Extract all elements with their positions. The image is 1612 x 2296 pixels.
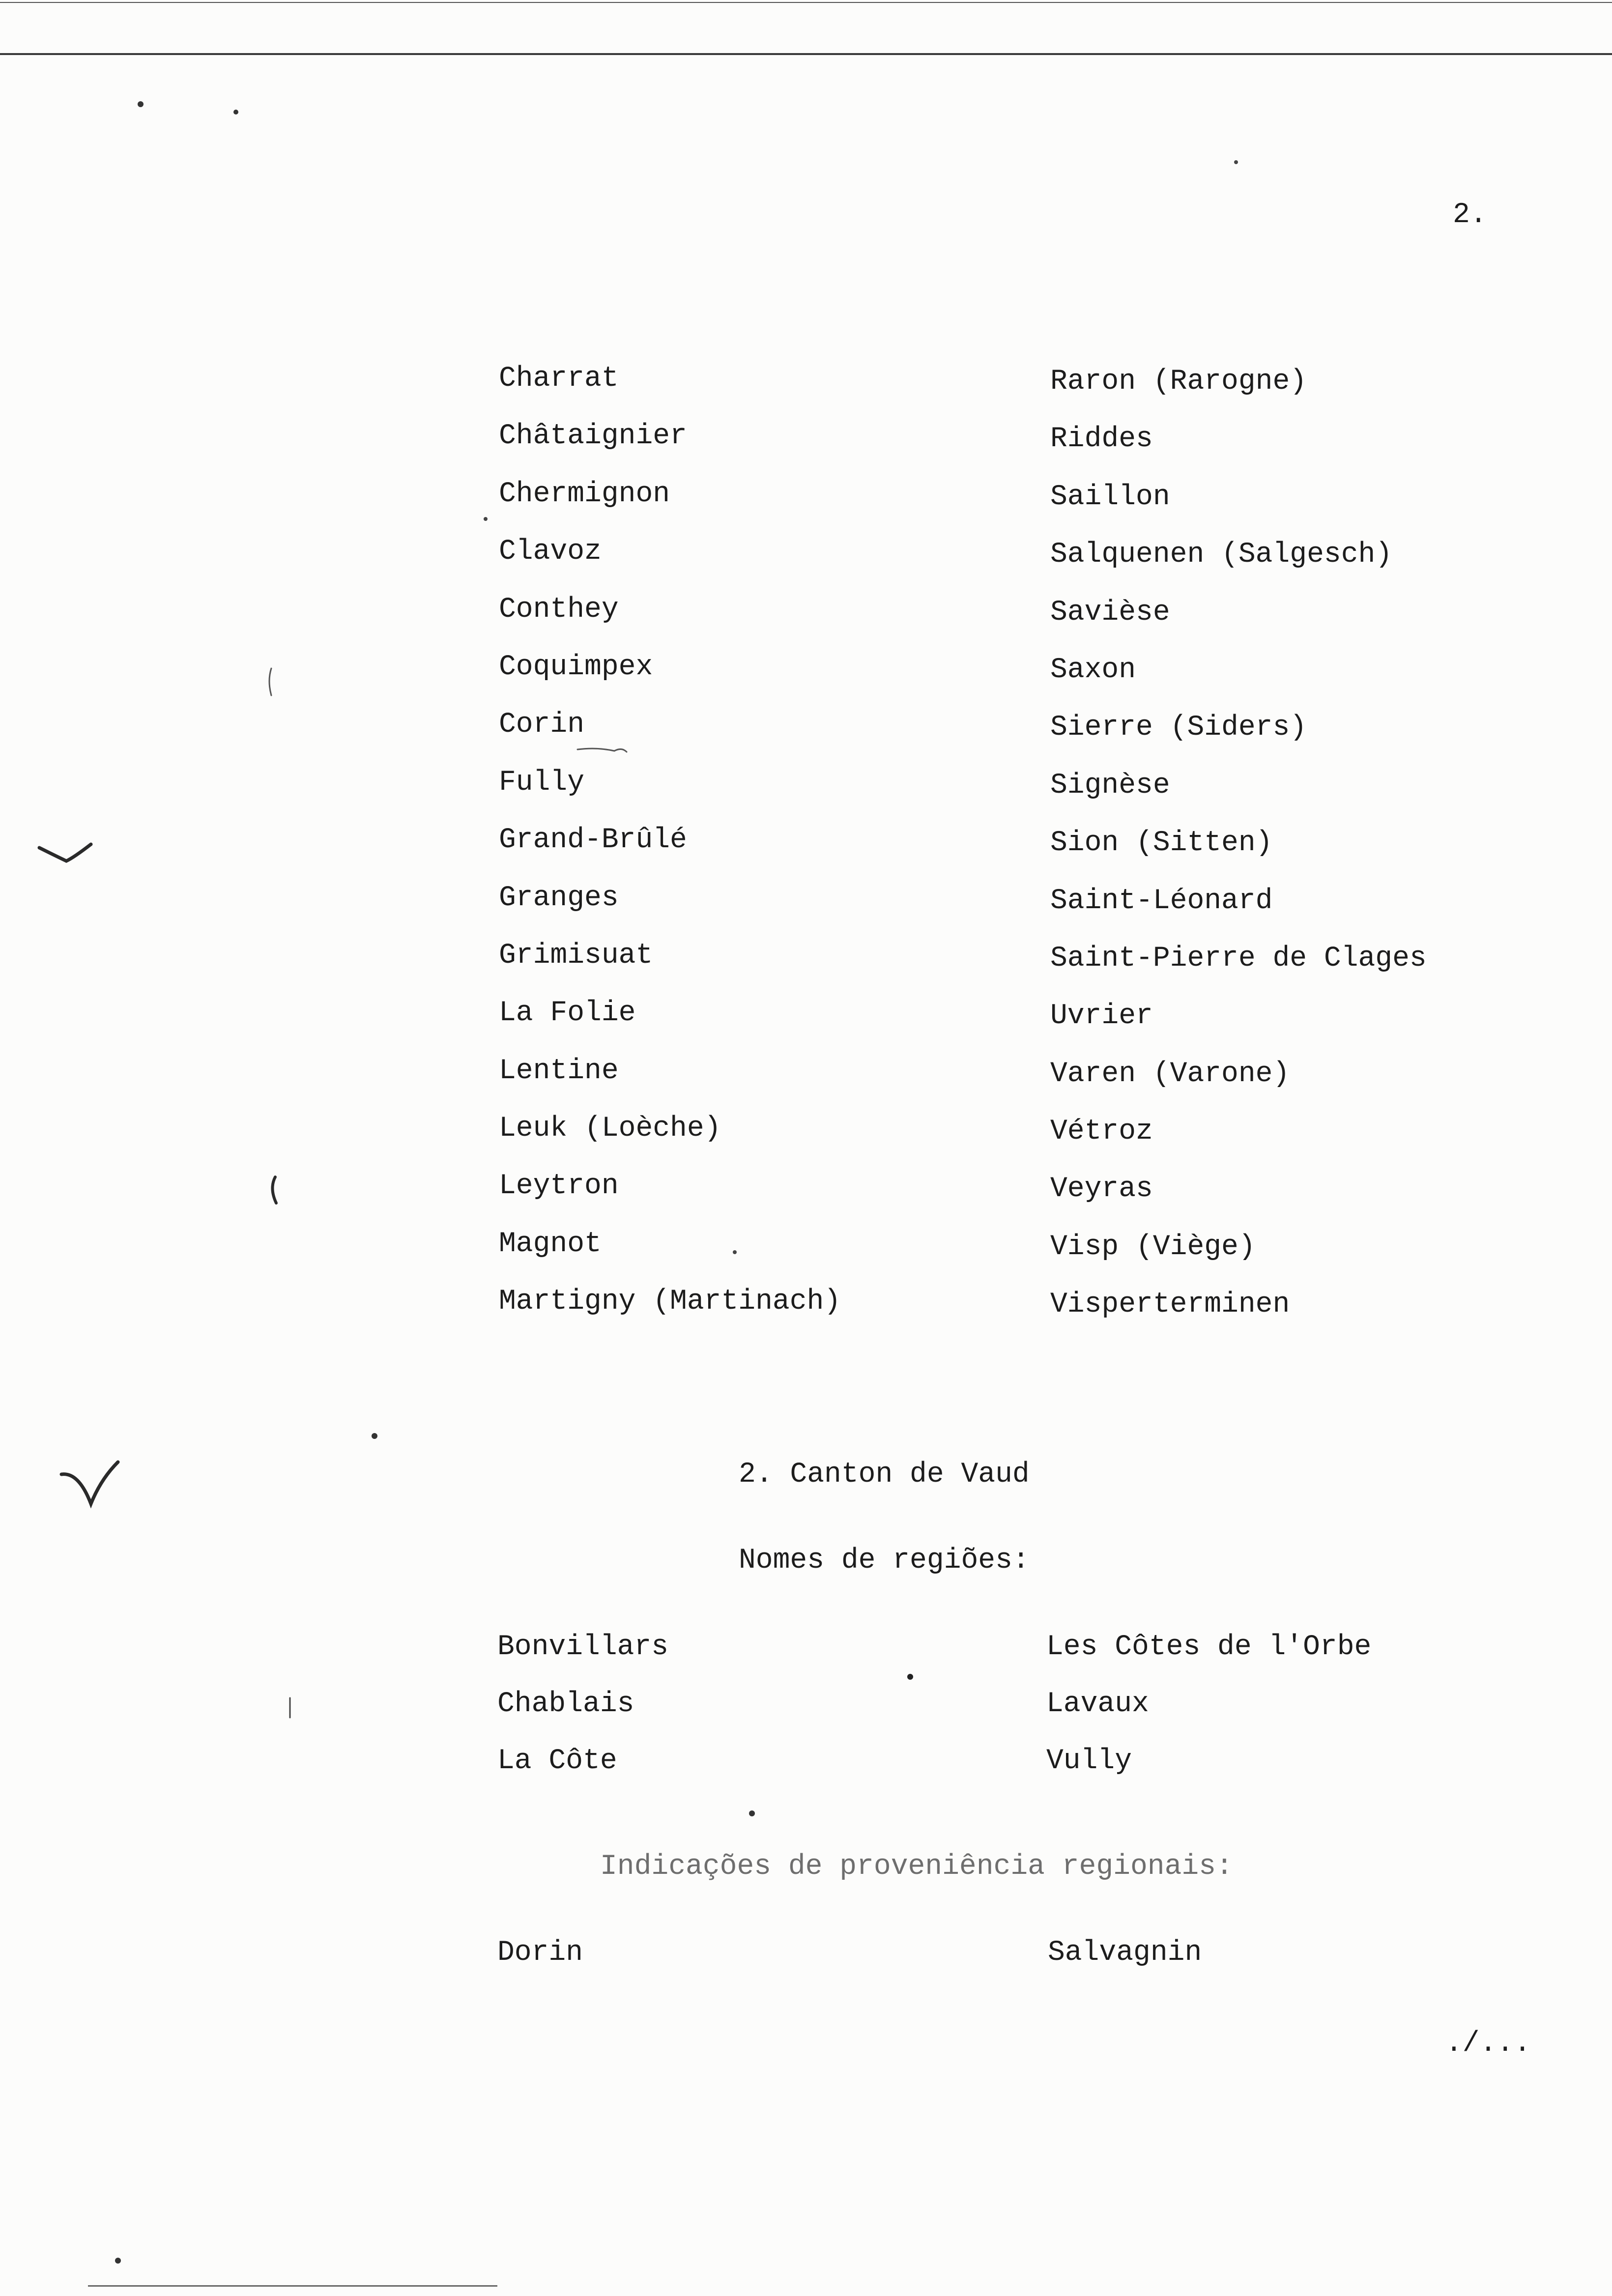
section-heading: 2. Canton de Vaud	[739, 1459, 1030, 1491]
list-item: Lentine	[499, 1055, 619, 1087]
list-item: Sion (Sitten)	[1050, 827, 1273, 860]
list-item: Lavaux	[1046, 1688, 1149, 1720]
list-item: Chermignon	[499, 478, 670, 510]
scan-speck	[907, 1674, 913, 1680]
margin-tick-mark	[272, 1177, 276, 1203]
list-item: Varen (Varone)	[1050, 1058, 1290, 1090]
list-item: Leytron	[499, 1170, 619, 1203]
margin-tick-mark	[269, 668, 271, 695]
list-item: Corin	[499, 709, 585, 741]
list-item: Saxon	[1050, 654, 1136, 686]
list-item: Bonvillars	[497, 1631, 669, 1663]
provenance-item-left: Dorin	[497, 1937, 583, 1969]
scan-speck	[138, 101, 144, 107]
list-item: Uvrier	[1050, 1000, 1153, 1033]
page-number: 2.	[1453, 199, 1487, 231]
list-item: Visp (Viège)	[1050, 1231, 1256, 1263]
list-item: Magnot	[499, 1228, 602, 1260]
scan-speck	[372, 1433, 377, 1439]
regions-label: Nomes de regiões:	[739, 1545, 1030, 1577]
list-item: Saint-Pierre de Clages	[1050, 942, 1427, 975]
list-item: Vétroz	[1050, 1116, 1153, 1148]
list-item: Conthey	[499, 593, 619, 626]
list-item: Veyras	[1050, 1173, 1153, 1205]
provenance-item-right: Salvagnin	[1048, 1937, 1202, 1969]
scan-speck	[484, 517, 488, 521]
vaud-regions-right	[1046, 1619, 1371, 1790]
list-item: Chablais	[497, 1688, 634, 1720]
list-item: Riddes	[1050, 423, 1153, 456]
list-item: Visperterminen	[1050, 1289, 1290, 1321]
check-mark-icon	[39, 844, 91, 861]
scan-speck	[749, 1810, 755, 1816]
scan-speck	[1234, 160, 1238, 164]
list-item: Charrat	[499, 363, 619, 395]
list-item: Saint-Léonard	[1050, 885, 1273, 917]
valais-list-left	[499, 350, 841, 1331]
list-item: Coquimpex	[499, 651, 653, 683]
list-item: Châtaignier	[499, 420, 687, 453]
list-item: Martigny (Martinach)	[499, 1286, 841, 1318]
valais-list-right	[1050, 353, 1427, 1334]
list-item: Leuk (Loèche)	[499, 1113, 721, 1145]
list-item: Les Côtes de l'Orbe	[1046, 1631, 1372, 1663]
list-item: Sierre (Siders)	[1050, 712, 1307, 744]
list-item: Signèse	[1050, 769, 1170, 802]
list-item: Clavoz	[499, 536, 602, 568]
list-item: Vully	[1046, 1745, 1132, 1777]
scan-speck	[233, 110, 238, 115]
bottom-rule	[88, 2285, 497, 2287]
provenance-label: Indicações de proveniência regionais:	[600, 1851, 1233, 1883]
vaud-regions-left	[497, 1619, 668, 1790]
top-edge-rule	[0, 2, 1612, 3]
list-item: Salquenen (Salgesch)	[1050, 539, 1393, 571]
list-item: La Folie	[499, 997, 636, 1030]
list-item: Grimisuat	[499, 939, 653, 972]
list-item: Fully	[499, 766, 585, 799]
list-item: Savièse	[1050, 596, 1170, 629]
list-item: Raron (Rarogne)	[1050, 366, 1307, 398]
list-item: Saillon	[1050, 481, 1170, 513]
scan-speck	[115, 2258, 121, 2264]
list-item: Grand-Brûlé	[499, 824, 687, 857]
continuation-mark: ./...	[1445, 2028, 1531, 2060]
list-item: Granges	[499, 882, 619, 914]
list-item: La Côte	[497, 1745, 617, 1777]
top-rule	[0, 53, 1612, 55]
check-mark-icon	[61, 1462, 118, 1504]
